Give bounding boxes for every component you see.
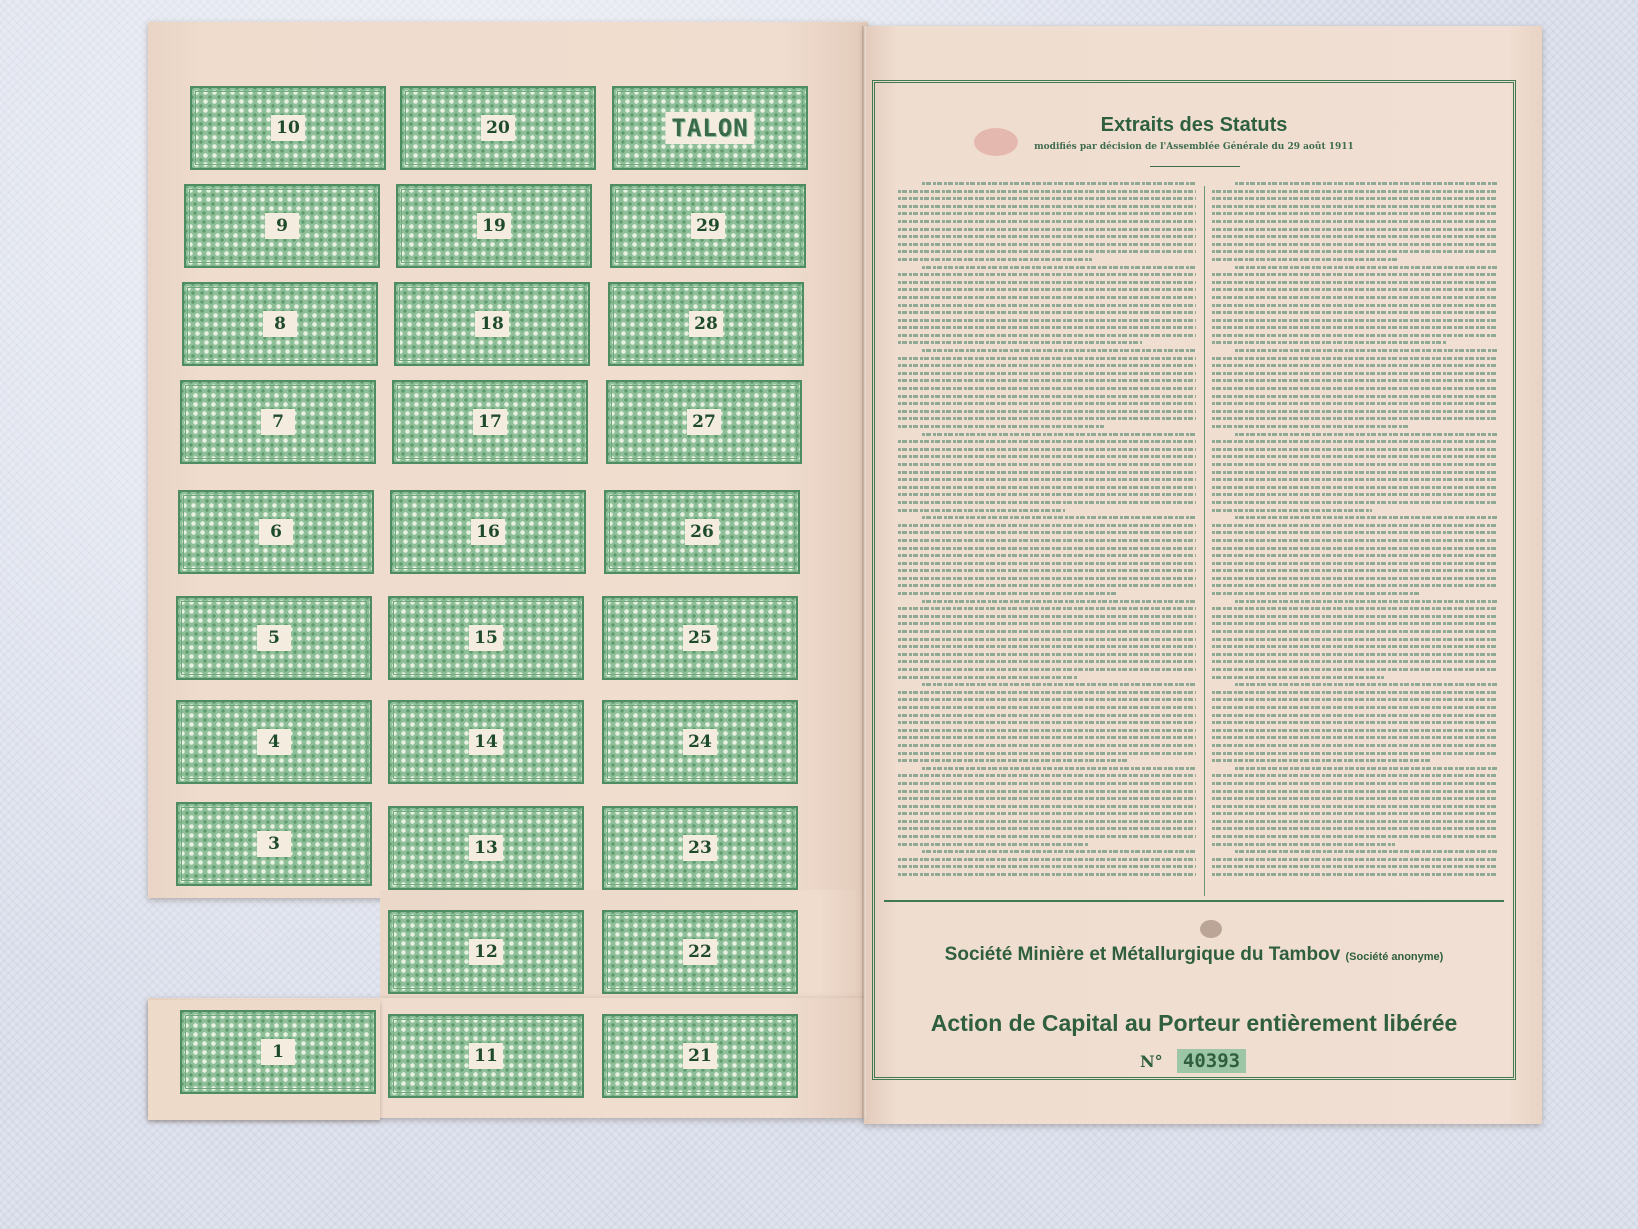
- coupon-number: 17: [473, 409, 507, 435]
- coupon: [190, 86, 386, 170]
- coupon-number: 16: [471, 519, 505, 545]
- coupon-number: 23: [683, 835, 717, 861]
- coupon: [182, 282, 378, 366]
- coupon: [400, 86, 596, 170]
- coupon-number: 27: [687, 409, 721, 435]
- coupon-number: 4: [257, 729, 291, 755]
- coupon: [176, 700, 372, 784]
- company-name-line: [872, 944, 1516, 966]
- coupon-number: 11: [469, 1043, 503, 1069]
- coupon: [388, 596, 584, 680]
- statutes-text-left-column: [898, 182, 1196, 894]
- serial-number: 40393: [1177, 1049, 1246, 1073]
- company-type: (Société anonyme): [1345, 951, 1444, 963]
- ink-stain: [1200, 920, 1222, 938]
- coupon: [606, 380, 802, 464]
- coupon-number: 21: [683, 1043, 717, 1069]
- coupon-number: 13: [469, 835, 503, 861]
- coupon: [396, 184, 592, 268]
- coupon: [388, 910, 584, 994]
- coupon-number: 9: [265, 213, 299, 239]
- coupon-number: 1: [261, 1039, 295, 1065]
- statutes-subtitle: modifiés par décision de l'Assemblée Générale du 29 août 1911: [1034, 142, 1354, 152]
- statutes-text-right-column: [1212, 182, 1498, 894]
- coupon: [608, 282, 804, 366]
- coupon-number: 12: [469, 939, 503, 965]
- share-type-title: Action de Capital au Porteur entièrement libérée: [930, 1010, 1458, 1036]
- coupon-number: 22: [683, 939, 717, 965]
- coupon-number: 15: [469, 625, 503, 651]
- coupon-number: 25: [683, 625, 717, 651]
- coupon: [390, 490, 586, 574]
- coupon: [602, 806, 798, 890]
- coupon: [602, 1014, 798, 1098]
- coupon-number: 8: [263, 311, 297, 337]
- coupon-number: 5: [257, 625, 291, 651]
- coupon-number: 6: [259, 519, 293, 545]
- coupon: [392, 380, 588, 464]
- coupon: [388, 806, 584, 890]
- coupon-number: 14: [469, 729, 503, 755]
- talon-label: TALON: [665, 112, 754, 144]
- coupon: [388, 700, 584, 784]
- coupon: [602, 910, 798, 994]
- coupon-number: 24: [683, 729, 717, 755]
- coupon-number: 26: [685, 519, 719, 545]
- coupon-number: 29: [691, 213, 725, 239]
- coupon: [604, 490, 800, 574]
- center-fold: [862, 26, 866, 1118]
- coupon: [388, 1014, 584, 1098]
- coupon-number: 19: [477, 213, 511, 239]
- coupon: [610, 184, 806, 268]
- coupon-number: 10: [271, 115, 305, 141]
- coupon-number: 18: [475, 311, 509, 337]
- number-label: N°: [1140, 1052, 1163, 1071]
- coupon: [178, 490, 374, 574]
- coupon: [184, 184, 380, 268]
- coupon-number: 28: [689, 311, 723, 337]
- coupon-number: 20: [481, 115, 515, 141]
- talon-coupon: [612, 86, 808, 170]
- coupon: [176, 596, 372, 680]
- certificate-number: [1140, 1050, 1246, 1072]
- coupon: [180, 380, 376, 464]
- coupon: [176, 802, 372, 886]
- coupon: [180, 1010, 376, 1094]
- coupon-number: 3: [257, 831, 291, 857]
- coupon: [602, 596, 798, 680]
- footer-rule: [884, 900, 1504, 902]
- title-rule: [1150, 166, 1240, 167]
- column-divider: [1204, 186, 1205, 896]
- coupon-number: 7: [261, 409, 295, 435]
- coupon: [394, 282, 590, 366]
- company-name: Société Minière et Métallurgique du Tambov: [944, 944, 1341, 965]
- statutes-title: Extraits des Statuts: [1100, 114, 1288, 136]
- coupon: [602, 700, 798, 784]
